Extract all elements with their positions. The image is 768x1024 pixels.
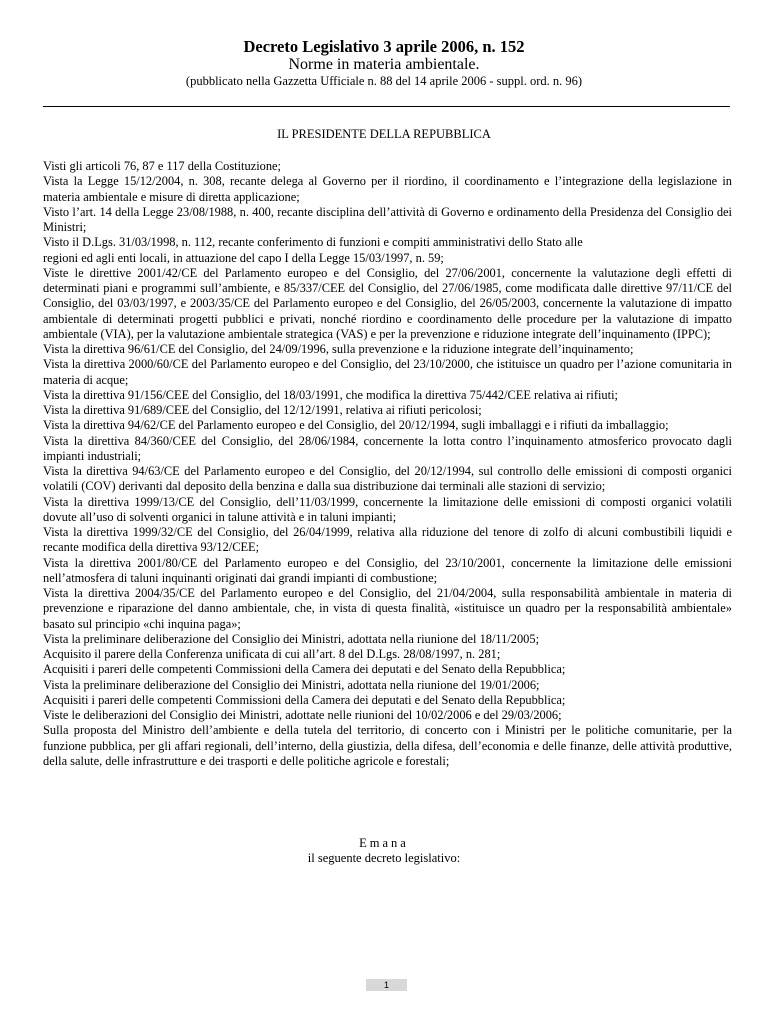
recital: Vista la direttiva 2001/80/CE del Parlamento europeo e del Consiglio, del 23/10/2001, concernente la limitazione delle emissioni nell’atmosfera di taluni inquinanti originati dai grandi impianti di combustione; <box>43 555 732 585</box>
document-title: Decreto Legislativo 3 aprile 2006, n. 152 <box>243 37 525 56</box>
document-subtitle: Norme in materia ambientale. <box>288 56 480 73</box>
recital: Viste le deliberazioni del Consiglio dei Ministri, adottate nelle riunioni del 10/02/2006 e del 29/03/2006; <box>43 708 562 722</box>
recital: Acquisiti i pareri delle competenti Commissioni della Camera dei deputati e del Senato della Repubblica; <box>43 662 566 677</box>
enactment-formula <box>0 836 768 866</box>
recital: Vista la preliminare deliberazione del Consiglio dei Ministri, adottata nella riunione del 19/01/2006; <box>43 677 540 692</box>
emana-heading: Emana <box>359 836 409 850</box>
page-number: 1 <box>366 979 407 991</box>
recital: Viste le direttive 2001/42/CE del Parlamento europeo e del Consiglio, del 27/06/2001, concernente la valutazione degli effetti di determinati piani e programmi sull’ambiente, e 85/337/CEE del Consiglio, del 27/06/1985, come modificata dalle direttive 97/11/CE del Consiglio, del 03/03/1997, e 2003/35/CE del Parlamento europeo e del Consiglio, del 26/05/2003, concernente la valutazione di impatto ambientale di determinati progetti pubblici e privati, nonché riordino e coordinamento delle procedure per la valutazione di impatto ambientale (VIA), per la valutazione ambientale strategica (VAS) e per la prevenzione e riduzione integrate dell’inquinamento (IPPC); <box>43 265 732 341</box>
recitals <box>43 159 732 769</box>
recital: Vista la direttiva 96/61/CE del Consiglio, del 24/09/1996, sulla prevenzione e la riduzione integrate dell’inquinamento; <box>43 342 634 356</box>
recital: Acquisito il parere della Conferenza unificata di cui all’art. 8 del D.Lgs. 28/08/1997, n. 281; <box>43 647 501 661</box>
document-header <box>0 37 768 89</box>
emana-subtitle: il seguente decreto legislativo: <box>307 851 461 865</box>
recital: Vista la direttiva 2000/60/CE del Parlamento europeo e del Consiglio, del 23/10/2000, che istituisce un quadro per l’azione comunitaria in materia di acque; <box>43 357 732 387</box>
recital: Vista la Legge 15/12/2004, n. 308, recante delega al Governo per il riordino, il coordinamento e l’integrazione della legislazione in materia ambientale e misure di diretta applicazione; <box>43 174 732 204</box>
recital: Vista la direttiva 94/63/CE del Parlamento europeo e del Consiglio, del 20/12/1994, sul controllo delle emissioni di composti organici volatili (COV) derivanti dal deposito della benzina e dalla sua distribuzione dai terminali alle stazioni di servizio; <box>43 464 732 494</box>
publication-note: (pubblicato nella Gazzetta Ufficiale n. 88 del 14 aprile 2006 - suppl. ord. n. 96) <box>185 74 583 88</box>
recital: Visto il D.Lgs. 31/03/1998, n. 112, recante conferimento di funzioni e compiti amministrativi dello Stato alle <box>43 235 583 250</box>
recital: Vista la preliminare deliberazione del Consiglio dei Ministri, adottata nella riunione del 18/11/2005; <box>43 631 540 646</box>
recital: Vista la direttiva 84/360/CEE del Consiglio, del 28/06/1984, concernente la lotta contro l’inquinamento atmosferico provocato dagli impianti industriali; <box>43 433 732 463</box>
recital: Visti gli articoli 76, 87 e 117 della Costituzione; <box>43 159 281 173</box>
recital: Vista la direttiva 1999/32/CE del Consiglio, del 26/04/1999, relativa alla riduzione del tenore di zolfo di alcuni combustibili liquidi e recante modifica della direttiva 93/12/CEE; <box>43 525 732 555</box>
recital: regioni ed agli enti locali, in attuazione del capo I della Legge 15/03/1997, n. 59; <box>43 250 444 265</box>
recital: Vista la direttiva 91/156/CEE del Consiglio, del 18/03/1991, che modifica la direttiva 75/442/CEE relativa ai rifiuti; <box>43 387 618 402</box>
header-divider <box>43 106 730 107</box>
recital: Sulla proposta del Ministro dell’ambiente e della tutela del territorio, di concerto con i Ministri per le politiche comunitarie, per la funzione pubblica, per gli affari regionali, dell’interno, della giustizia, della difesa, dell’economia e delle finanze, delle attività produttive, della salute, delle infrastrutture e dei trasporti e delle politiche agricole e forestali; <box>43 723 732 768</box>
recital: Vista la direttiva 2004/35/CE del Parlamento europeo e del Consiglio, del 21/04/2004, sulla responsabilità ambientale in materia di prevenzione e riparazione del danno ambientale, che, in vista di questa finalità, «istituisce un quadro per la responsabilità ambientale» basato sul principio «chi inquina paga»; <box>43 586 732 631</box>
recital: Acquisiti i pareri delle competenti Commissioni della Camera dei deputati e del Senato della Repubblica; <box>43 692 566 707</box>
recital: Visto l’art. 14 della Legge 23/08/1988, n. 400, recante disciplina dell’attività di Governo e ordinamento della Presidenza del Consiglio dei Ministri; <box>43 204 732 234</box>
recital: Vista la direttiva 94/62/CE del Parlamento europeo e del Consiglio, del 20/12/1994, sugli imballaggi e i rifiuti da imballaggio; <box>43 418 669 433</box>
recital: Vista la direttiva 91/689/CEE del Consiglio, del 12/12/1991, relativa ai rifiuti pericolosi; <box>43 403 482 417</box>
president-heading: IL PRESIDENTE DELLA REPUBBLICA <box>277 127 491 141</box>
recital: Vista la direttiva 1999/13/CE del Consiglio, dell’11/03/1999, concernente la limitazione delle emissioni di composti organici volatili dovute all’uso di solventi organici in talune attività e in taluni impianti; <box>43 494 732 524</box>
